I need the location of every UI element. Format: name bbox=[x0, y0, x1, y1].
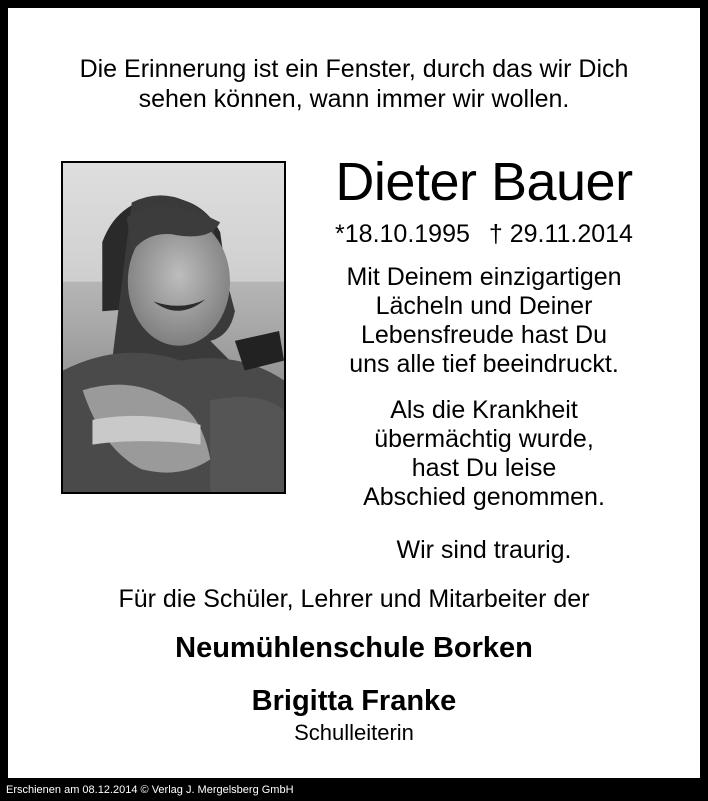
school-name: Neumühlenschule Borken bbox=[175, 632, 533, 664]
verse-line: Mit Deinem einzigartigen bbox=[346, 263, 622, 291]
deceased-name: Dieter Bauer bbox=[335, 152, 633, 212]
obituary-card bbox=[8, 8, 700, 778]
verse-line: Als die Krankheit bbox=[390, 396, 578, 424]
portrait-photo bbox=[61, 161, 286, 494]
verse-line: uns alle tief beeindruckt. bbox=[349, 350, 619, 378]
birth-date: *18.10.1995 bbox=[335, 220, 470, 248]
verse-line: übermächtig wurde, bbox=[374, 425, 594, 453]
publication-footer: Erschienen am 08.12.2014 © Verlag J. Mergelsberg GmbH bbox=[6, 784, 294, 796]
life-dates bbox=[300, 219, 668, 249]
mourners-intro: Für die Schüler, Lehrer und Mitarbeiter der bbox=[118, 585, 590, 613]
verse-farewell bbox=[300, 396, 668, 512]
quote-line: sehen können, wann immer wir wollen. bbox=[138, 85, 570, 113]
verse-sorrow: Wir sind traurig. bbox=[396, 536, 572, 564]
death-date: † 29.11.2014 bbox=[488, 220, 633, 248]
memorial-quote bbox=[8, 54, 700, 114]
signer-name: Brigitta Franke bbox=[251, 685, 457, 717]
verse-tribute bbox=[300, 263, 668, 379]
quote-line: Die Erinnerung ist ein Fenster, durch das wir Dich bbox=[79, 55, 629, 83]
verse-line: Lächeln und Deiner bbox=[375, 292, 593, 320]
verse-line: Lebensfreude hast Du bbox=[360, 321, 607, 349]
portrait-image bbox=[63, 163, 284, 492]
signer-role: Schulleiterin bbox=[294, 720, 414, 745]
verse-line: Abschied genommen. bbox=[363, 483, 605, 511]
verse-line: hast Du leise bbox=[411, 454, 557, 482]
